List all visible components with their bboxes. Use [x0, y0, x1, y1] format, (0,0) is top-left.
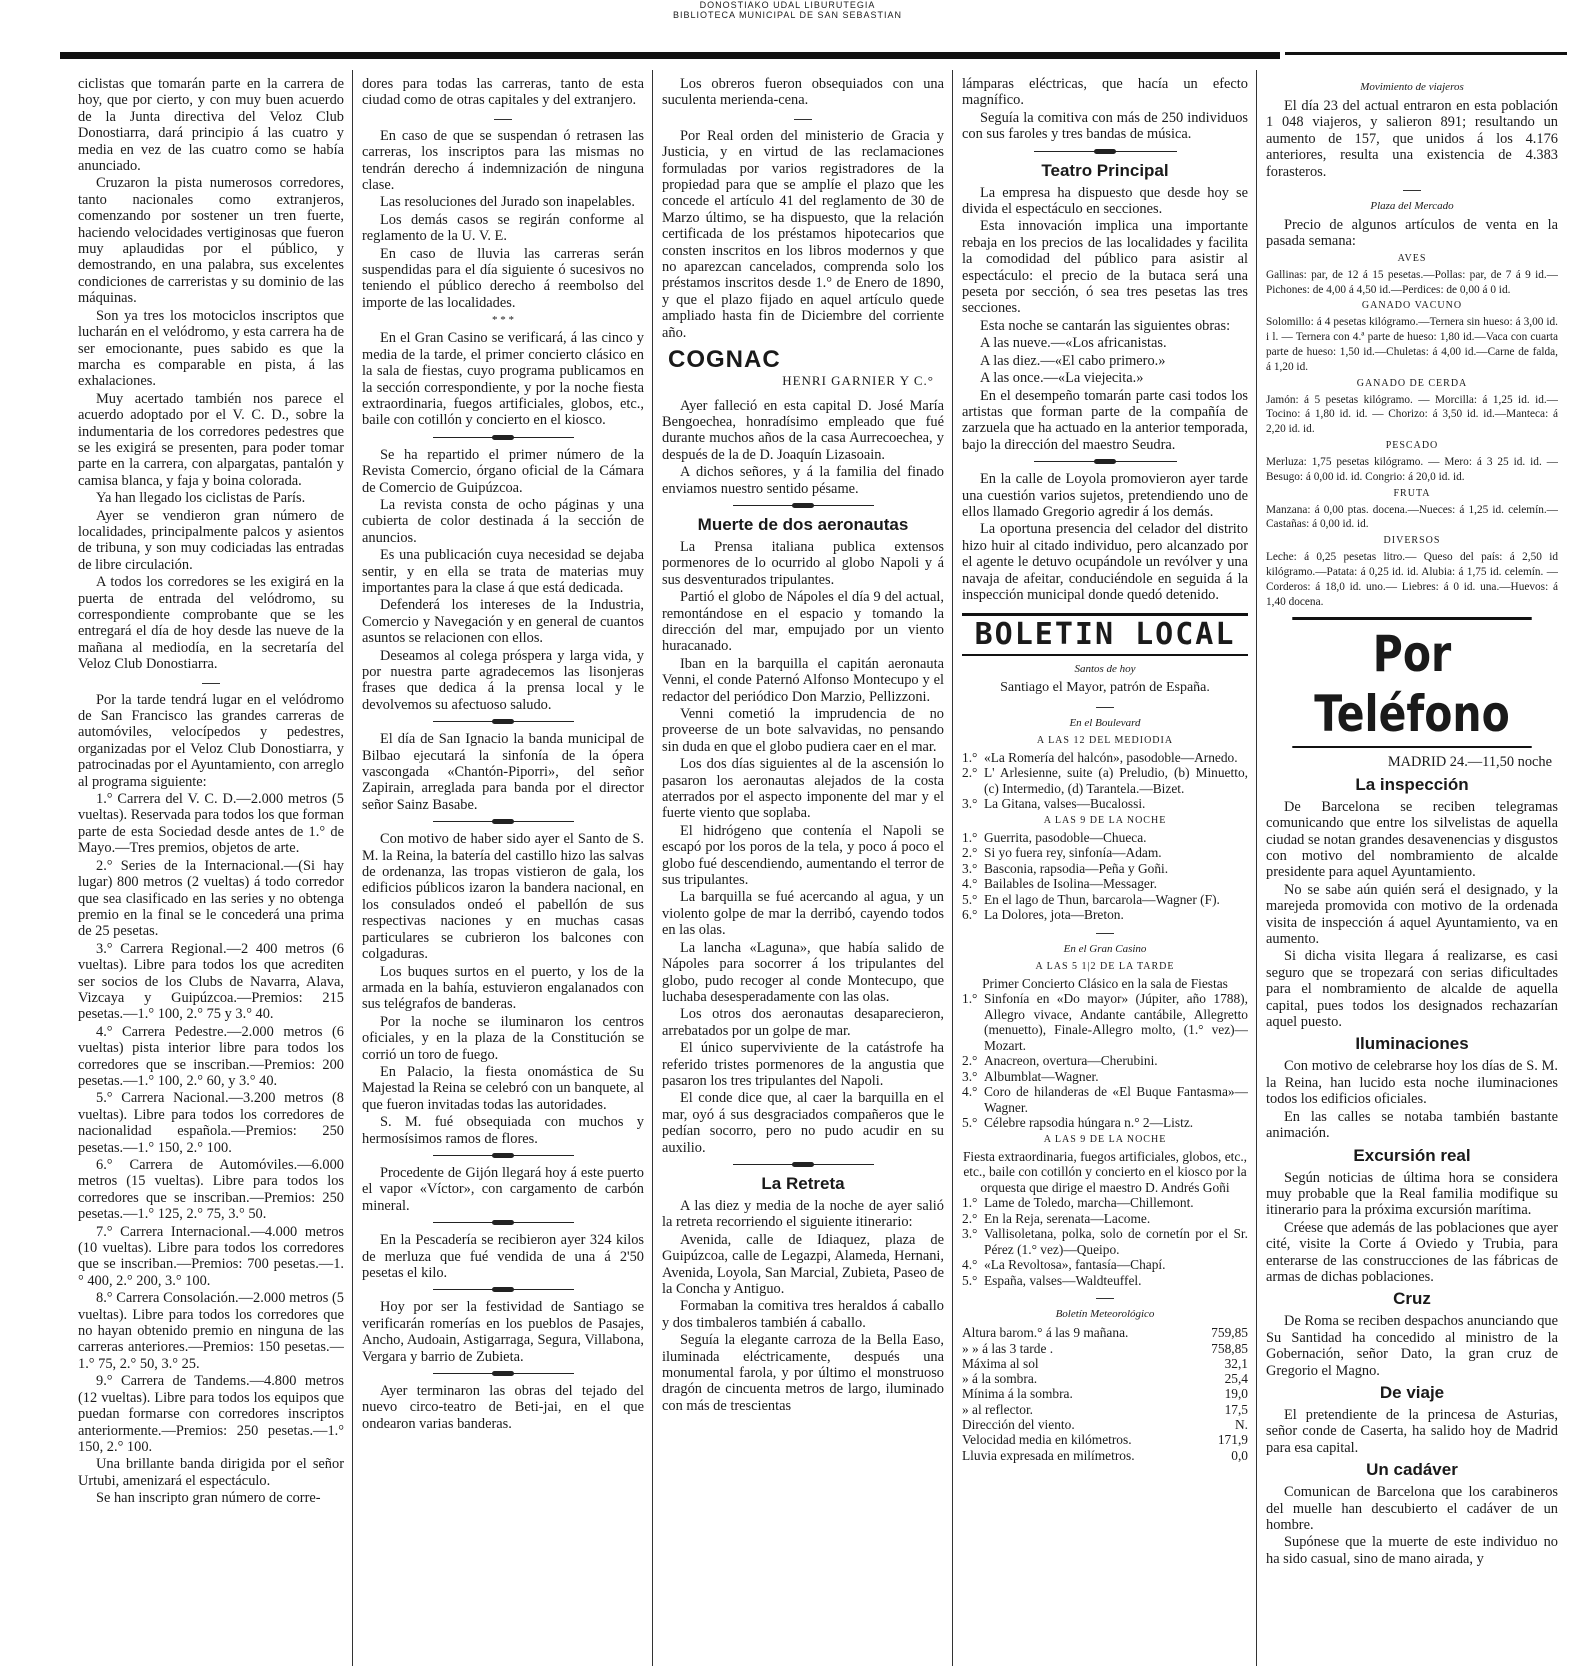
article-paragraph: La Prensa italiana publica extensos pormenores de lo ocurrido al globo Napoli y á sus desventurados tripulantes. — [662, 538, 944, 588]
program-item: 3.° La Gitana, valses—Bucalossi. — [962, 796, 1146, 812]
top-rule — [60, 52, 1280, 59]
race-item: 7.° Carrera Internacional.—4.000 metros (10 vueltas). Libre para todos los corredores que se inscriban.—Premios: 700 pesetas.—1.° 400, 2.° 200, 3.° 100. — [78, 1223, 344, 1289]
market-line: Jamón: á 5 pesetas kilógramo. — Morcilla: á 1,25 id. id.—Tocino: á 1,80 id. id. — Chorizo: á 3,50 id. id.—Manteca: á 2,20 id. id. — [1266, 393, 1558, 436]
headline-cadaver: Un cadáver — [1366, 1460, 1458, 1480]
section-subhead: Plaza del Mercado — [1370, 200, 1454, 213]
article-paragraph: Deseamos al colega próspera y larga vida, y por nuestra parte agradecemos las lisonjeras frases que dedica á la prensa local y le devolvemos su afectuoso saludo. — [362, 647, 644, 713]
program-item: 5.° Célebre rapsodia húngara n.° 2—Listz. — [962, 1115, 1194, 1131]
article-paragraph: Los demás casos se regirán conforme al reglamento de la U. V. E. — [362, 211, 644, 245]
ornament-separator — [362, 433, 644, 442]
race-item: 8.° Carrera Consolación.—2.000 metros (5 vueltas). Libre para todos los corredores que no hayan obtenido premio en ninguna de las carreras anteriores.—Premios: 150 pesetas.—1.° 75, 2.° 50, 3.° 25. — [78, 1290, 344, 1372]
article-paragraph: En la Pescadería se recibieron ayer 324 kilos de merluza que fué vendida de una á 2'50 pesetas el kilo. — [362, 1232, 644, 1281]
article-paragraph: Procedente de Gijón llegará hoy á este puerto el vapor «Víctor», con cargamento de carbón mineral. — [362, 1164, 644, 1214]
article-paragraph: A dichos señores, y á la familia del finado enviamos nuestro sentido pésame. — [662, 464, 944, 497]
column-2 — [362, 76, 644, 1666]
program-item: 3.° Albumblat—Wagner. — [962, 1068, 1099, 1084]
masthead-line-1: DONOSTIAKO UDAL LIBURUTEGIA — [699, 0, 876, 10]
race-item: 9.° Carrera de Tandems.—4.800 metros (12 vueltas). Libre para todos los equipos que puedan formarse con corredores inscriptos anteriormente.—Premios: 250 pesetas.—1.° 150, 2.° 100. — [78, 1373, 344, 1455]
market-line: Gallinas: par, de 12 á 15 pesetas.—Pollas: par, de 7 á 9 id.—Pichones: de 4,00 á 4,50 id.—Perdices: de 0,00 á 0 id. — [1266, 268, 1558, 296]
column-rule-4 — [1256, 70, 1257, 1666]
article-paragraph: Se ha repartido el primer número de la Revista Comercio, órgano oficial de la Cámara de Comercio de Guipúzcoa. — [362, 446, 644, 496]
article-paragraph: Los dos días siguientes al de la ascensión lo pasaron los aeronautas alejados de la costa aterrados por el aspecto imponente del mar y el fuerte viento que soplaba. — [662, 756, 944, 822]
section-subhead: Boletín Meteorológico — [1055, 1308, 1155, 1321]
race-item: 1.° Carrera del V. C. D.—2.000 metros (5 vueltas). Reservada para todos los que forman parte de esta Sociedad desde antes de 1.° de Mayo.—Tres premios, objetos de arte. — [78, 791, 344, 857]
article-paragraph: De Barcelona se reciben telegramas comunicando que entre los silvelistas de aquella ciudad se notan grandes desavenencias y disgustos con motivo del nombramiento de alcalde presidente para aquel Ayuntamiento. — [1266, 798, 1558, 881]
masthead — [0, 0, 1575, 24]
program-item: 3.° Basconia, rapsodia—Peña y Goñi. — [962, 860, 1169, 876]
separator-dash — [1096, 707, 1114, 708]
ornament-separator — [362, 817, 644, 826]
market-category: DIVERSOS — [1383, 535, 1441, 547]
article-paragraph: Esta innovación implica una importante rebaja en los precios de las localidades y facilita la comodidad del público para asistir al espectáculo: el precio de la butaca será una peseta por sección, ó sea tres pesetas las tres secciones. — [962, 218, 1248, 317]
article-paragraph: Ayer terminaron las obras del tejado del nuevo circo-teatro de Beti-jai, en el que ondearon varias banderas. — [362, 1383, 644, 1432]
article-paragraph: Partió el globo de Nápoles el día 9 del actual, remontándose en el espacio y tomando la dirección del mar, empujado por un viento huracanado. — [662, 589, 944, 655]
program-item: 1.° Lame de Toledo, marcha—Chillemont. — [962, 1195, 1194, 1211]
article-paragraph: El día de San Ignacio la banda municipal de Bilbao ejecutará la sinfonía de la ópera vascongada «Chantón-Piporri», del señor Zapirain, arreglada para banda por el director señor Sainz Basabe. — [362, 731, 644, 813]
article-paragraph: De Roma se reciben despachos anunciando que Su Santidad ha concedido al ministro de la Gobernación, señor Dato, la gran cruz de Gregorio el Magno. — [1266, 1313, 1558, 1379]
program-item: 1.° Sinfonía en «Do mayor» (Júpiter, año 1788), Allegro vivace, Andante cantábile, Allegretto (menuetto), Finale-Allegro molto, (1.° vez)—Mozart. — [962, 991, 1248, 1053]
concert-title: Primer Concierto Clásico en la sala de Fiestas — [982, 975, 1228, 991]
article-paragraph: Seguía la comitiva con más de 250 individuos con sus faroles y tres bandas de música. — [962, 109, 1248, 143]
article-paragraph: Créese que además de las poblaciones que ayer cité, visite la Corte á Oviedo y Trubia, para enterarse de las construcciones de las fábricas de armas de dichas poblaciones. — [1266, 1219, 1558, 1285]
article-paragraph: Hoy por ser la festividad de Santiago se verificarán romerías en los pueblos de Pasajes, Ancho, Audoain, Astigarraga, Segura, Villabona, Vergara y barrio de Zubieta. — [362, 1299, 644, 1365]
article-paragraph: Venni cometió la imprudencia de no proveerse de un bote salvavidas, no pensando sin duda en que el globo pudiera caer en el mar. — [662, 706, 944, 755]
meteo-row: Mínima á la sombra. 19,0 — [962, 1386, 1248, 1402]
market-line: Leche: á 0,25 pesetas litro.— Queso del país: á 2,50 id kilógramo.—Patata: á 0,25 id. id. Alubia: á 1,75 id. celemín. — Corderos: á 18,0 id. uno.— Liebres: á 0 id. una.—Huevos: á 1,40 docena. — [1266, 551, 1558, 608]
meteo-row: » » á las 3 tarde . 758,85 — [962, 1340, 1248, 1356]
race-item: 2.° Series de la Internacional.—(Si hay lugar) 800 metros (2 vueltas) á todo corredor que sea clasificado en las series y no obtenga premio en la final se le concederá una prima de 25 pesetas. — [78, 857, 344, 940]
cognac-ad-subtitle: HENRI GARNIER Y C.° — [782, 373, 934, 389]
column-rule-2 — [652, 70, 653, 1666]
program-item: 2.° Si yo fuera rey, sinfonía—Adam. — [962, 845, 1162, 861]
opera-line: A las once.—«La viejecita.» — [980, 370, 1144, 387]
article-paragraph: Con motivo de celebrarse hoy los días de S. M. la Reina, han lucido esta noche iluminaciones todos los edificios oficiales. — [1266, 1058, 1558, 1108]
article-paragraph: Defenderá los intereses de la Industria, Comercio y Navegación y en general de cuantos asuntos se relacionen con ellos. — [362, 597, 644, 647]
article-paragraph: lámparas eléctricas, que hacía un efecto magnífico. — [962, 76, 1248, 109]
headline-iluminaciones: Iluminaciones — [1355, 1034, 1469, 1054]
market-category: PESCADO — [1385, 440, 1439, 452]
program-item: 2.° L' Arlesienne, suite (a) Preludio, (b) Minuetto, (c) Intermedio, (d) Tarantela.—Bizet. — [962, 765, 1248, 796]
column-3 — [662, 76, 944, 1666]
headline-teatro: Teatro Principal — [1041, 160, 1169, 180]
article-paragraph: Comunican de Barcelona que los carabineros del muelle han descubierto el cadáver de un hombre. — [1266, 1484, 1558, 1534]
article-paragraph: Ayer se vendieron gran número de localidades, principalmente palcos y asientos de tribuna, y son muy codiciadas las entradas de libre circulación. — [78, 507, 344, 573]
article-paragraph: Supónese que la muerte de este individuo no ha sido casual, sino de mano airada, y — [1266, 1534, 1558, 1567]
separator-dash — [794, 119, 812, 120]
program-item: 5.° España, valses—Waldteuffel. — [962, 1272, 1142, 1288]
article-paragraph: Los buques surtos en el puerto, y los de la armada en la bahía, estuvieron engalanados con sus telégrafos de banderas. — [362, 963, 644, 1013]
meteo-row: Máxima al sol 32,1 — [962, 1355, 1248, 1371]
article-paragraph: Ya han llegado los ciclistas de París. — [96, 490, 306, 507]
article-paragraph: A las diez y media de la noche de ayer salió la retreta recorriendo el siguiente itinerario: — [662, 1197, 944, 1231]
article-paragraph: La lancha «Laguna», que había salido de Nápoles para socorrer á los tripulantes del globo, pudo recoger al conde Montecupo, que luchaba desesperadamente con las olas. — [662, 939, 944, 1005]
program-item: 2.° En la Reja, serenata—Lacome. — [962, 1210, 1151, 1226]
boletin-local-banner: BOLETIN LOCAL — [962, 613, 1248, 656]
article-paragraph: Los obreros fueron obsequiados con una suculenta merienda-cena. — [662, 76, 944, 109]
meteo-row: Dirección del viento. N. — [962, 1417, 1248, 1433]
race-item: 5.° Carrera Nacional.—3.200 metros (8 vueltas). Libre para todos los corredores de nacionalidad española.—Premios: 250 pesetas.—1.° 150, 2.° 100. — [78, 1090, 344, 1156]
ornament-separator — [962, 147, 1248, 156]
dateline: MADRID 24.—11,50 noche — [1387, 754, 1552, 771]
ornament-separator — [362, 1151, 644, 1160]
meteo-row: » al reflector. 17,5 — [962, 1401, 1248, 1417]
market-line: Manzana: á 0,00 ptas. docena.—Nueces: á 1,25 id. celemín.—Castañas: á 0,00 id. id. — [1266, 503, 1558, 531]
article-paragraph: Muy acertado también nos parece el acuerdo adoptado por el V. C. D., sobre la indumentaria de los corredores pedestres que se les exigirá se presenten, para poder tomar parte en la carrera, con alpargatas, pantalón y camisa blanca, y faja y boina colorada. — [78, 390, 344, 489]
meteo-row: Velocidad media en kilómetros. 171,9 — [962, 1432, 1248, 1448]
headline-cruz: Cruz — [1393, 1289, 1431, 1309]
market-category: FRUTA — [1393, 487, 1431, 499]
article-paragraph: Según noticias de última hora se considera muy probable que la Real familia modifique su itinerario para la próxima excursión marítima. — [1266, 1169, 1558, 1219]
ornament-separator — [962, 457, 1248, 466]
program-item: 4.° Bailables de Isolina—Messager. — [962, 876, 1157, 892]
section-subhead: Santos de hoy — [1074, 663, 1136, 676]
ornament-separator — [362, 717, 644, 726]
program-item: 1.° «La Romería del halcón», pasodoble—Arnedo. — [962, 749, 1238, 765]
article-paragraph: El pretendiente de la princesa de Asturias, señor conde de Caserta, ha salido hoy de Madrid para esa capital. — [1266, 1406, 1558, 1456]
time-subhead: A LAS 9 DE LA NOCHE — [1043, 1133, 1167, 1145]
market-category: AVES — [1397, 252, 1427, 264]
article-paragraph: Esta noche se cantarán las siguientes obras: — [980, 317, 1231, 334]
market-prices — [1266, 252, 1558, 610]
article-paragraph: Los otros dos aeronautas desaparecieron, arrebatados por un golpe de mar. — [662, 1006, 944, 1039]
article-paragraph: En caso de que se suspendan ó retrasen las carreras, los inscriptos para las mismas no tendrán derecho á indemnización de ninguna clase. — [362, 127, 644, 194]
article-paragraph: S. M. fué obsequiada con muchos y hermosísimos ramos de flores. — [362, 1114, 644, 1147]
article-paragraph: dores para todas las carreras, tanto de esta ciudad como de otras capitales y del extranjero. — [362, 76, 644, 109]
article-paragraph: En las calles se notaba también bastante animación. — [1266, 1108, 1558, 1142]
article-paragraph: Son ya tres los motociclos inscriptos que lucharán en el velódromo, y esta carrera ha de ser emocionante, pues sabido es que la marcha es comparable en pista, á las exhalaciones. — [78, 307, 344, 390]
ornament-separator — [662, 1160, 944, 1169]
column-rule-3 — [952, 70, 953, 1666]
separator-dash — [1096, 933, 1114, 934]
article-paragraph: Iban en la barquilla el capitán aeronauta Venni, el conde Paternó Alfonso Montecupo y el redactor del periódico Don Marzio, Pellizzoni. — [662, 655, 944, 705]
article-paragraph: En la calle de Loyola promovieron ayer tarde una cuestión varios sujetos, pretendiendo uno de ellos llamado Gregorio agredir á los demás. — [962, 471, 1248, 520]
article-paragraph: Es una publicación cuya necesidad se dejaba sentir, y en ella se trata de materias muy importantes para la clase á que está dedicada. — [362, 547, 644, 596]
article-paragraph: ciclistas que tomarán parte en la carrera de hoy, que por cierto, y con muy buen acuerdo de la Junta directiva del Veloz Club Donostiarra, dará principio á las cuatro y media en vez de las cuatro como se había anunciado. — [78, 76, 344, 175]
article-paragraph: Seguía la elegante carroza de la Bella Easo, iluminada eléctricamente, después una monumental farola, y por último el monstruoso dragón de cincuenta metros de largo, iluminado con más de trescientas — [662, 1332, 944, 1414]
separator-dash — [1096, 1298, 1114, 1299]
separator-dash — [494, 119, 512, 120]
article-paragraph: Por la noche se iluminaron los centros oficiales, y en la plaza de la Constitución se corrió un toro de fuego. — [362, 1013, 644, 1063]
masthead-line-2: BIBLIOTECA MUNICIPAL DE SAN SEBASTIAN — [672, 10, 903, 20]
saints-line: Santiago el Mayor, patrón de España. — [1000, 680, 1210, 696]
program-item: 5.° En el lago de Thun, barcarola—Wagner (F). — [962, 891, 1220, 907]
headline-excursion: Excursión real — [1353, 1145, 1471, 1165]
program-item: 3.° Vallisoletana, polka, solo de cornetín por el Sr. Pérez (1.° vez)—Queipo. — [962, 1226, 1248, 1257]
article-paragraph: La barquilla se fué acercando al agua, y un violento golpe de mar la derribó, cayendo todos en las olas. — [662, 889, 944, 939]
time-subhead: A LAS 9 DE LA NOCHE — [1043, 814, 1167, 826]
ornament-separator — [362, 1285, 644, 1294]
article-paragraph: Si dicha visita llegara á realizarse, es casi seguro que se tropezará con serias dificultades para el nombramiento de alcalde de aquella capital, pues todos los designados rechazarían aquel puesto. — [1266, 948, 1558, 1031]
article-paragraph: Se han inscripto gran número de corre- — [96, 1490, 321, 1507]
article-paragraph: En el desempeño tomarán parte casi todos los artistas que forman parte de la compañía de zarzuela que ha actuado en la anterior temporada, bajo la dirección del maestro Seudra. — [962, 387, 1248, 453]
article-paragraph: A todos los corredores se les exigirá en la puerta de entrada del velódromo, su correspondiente comprobante que se les entregará el día de hoy desde las nueve de la mañana al mediodía, en la secretaría del Veloz Club Donostiarra. — [78, 574, 344, 673]
market-category: GANADO VACUNO — [1361, 300, 1463, 312]
article-paragraph: Por la tarde tendrá lugar en el velódromo de San Francisco las grandes carreras de automóviles, velocípedos y pedestres, organizadas por el Veloz Club Donostiarra, y patrocinadas por el Ayuntamiento, con arreglo al programa siguiente: — [78, 691, 344, 790]
top-rule-right — [1285, 52, 1567, 55]
article-paragraph: El conde dice que, al caer la barquilla en el mar, oyó á sus desgraciados compañeros que le pedían socorro, pero no pudo acudir en su auxilio. — [662, 1090, 944, 1156]
separator-dash — [1403, 190, 1421, 191]
article-paragraph: Por Real orden del ministerio de Gracia y Justicia, y en virtud de las reclamaciones formuladas por varios registradores de la propiedad para que se amplíe el plazo que les concede el artículo 41 del reglamento de 30 de Marzo último, se ha dispuesto, que la relación certificada de los préstamos hipotecarios que consten inscritos en los libros modernos y que no aparezcan cancelados, comprenda solo los préstamos inscritos desde 1.° de Enero de 1890, y que el plazo fijado en aquel artículo quede ampliado hasta fin de Diciembre del corriente año. — [662, 127, 944, 341]
time-subhead: A LAS 12 DEL MEDIODIA — [1036, 734, 1174, 746]
cognac-ad-title: COGNAC — [668, 346, 781, 374]
headline-viaje: De viaje — [1379, 1382, 1445, 1402]
column-4 — [962, 76, 1248, 1666]
article-paragraph: Ayer falleció en esta capital D. José María Bengoechea, honradísimo empleado que fué durante muchos años de la casa Aurrecoechea, y después de la de D. Joaquín Lizasoain. — [662, 397, 944, 463]
article-paragraph: En caso de lluvia las carreras serán suspendidas para el día siguiente ó sucesivos no teniendo el público derecho á reembolso del importe de las localidades. — [362, 245, 644, 311]
ornament-separator — [362, 1218, 644, 1227]
headline-muerte: Muerte de dos aeronautas — [697, 514, 909, 534]
race-item: 6.° Carrera de Automóviles.—6.000 metros (15 vueltas). Libre para todos los corredores que se inscriban.—Premios: 250 pesetas.—1.° 125, 2.° 75, 3.° 50. — [78, 1157, 344, 1223]
meteo-row: Altura barom.° á las 9 mañana. 759,85 — [962, 1325, 1248, 1341]
market-category: GANADO DE CERDA — [1356, 377, 1468, 389]
separator-dash — [202, 683, 220, 684]
opera-line: A las nueve.—«Los africanistas. — [980, 335, 1167, 352]
race-item: 4.° Carrera Pedestre.—2.000 metros (6 vueltas) pista interior libre para todos los corredores que se inscriban.—Premios: 200 pesetas.—1.° 100, 2.° 60, y 3.° 40. — [78, 1023, 344, 1089]
fiesta-desc: Fiesta extraordinaria, fuegos artificiales, globos, etc., etc., baile con cotillón y concierto en el kiosco por la orquesta que dirige el maestro D. Andrés Goñi — [962, 1148, 1248, 1195]
ornament-separator — [362, 1369, 644, 1378]
article-paragraph: Cruzaron la pista numerosos corredores, tanto nacionales como extranjeros, comenzando por sostener un tren fuerte, haciendo velocidades vertiginosas que fueron muy aplaudidas por el público, y demostrando, en una palabra, sus excelentes condiciones de carreristas y su dominio de las máquinas. — [78, 175, 344, 307]
column-1 — [78, 76, 344, 1666]
program-item: 4.° Coro de hilanderas de «El Buque Fantasma»—Wagner. — [962, 1084, 1248, 1115]
section-subhead: En el Gran Casino — [1063, 942, 1147, 955]
article-paragraph: El único superviviente de la catástrofe ha referido tristes pormenores de la angustia que pasaron los tres tripulantes del Napoli. — [662, 1040, 944, 1089]
section-subhead: En el Boulevard — [1069, 716, 1141, 729]
article-paragraph: Avenida, calle de Idiaquez, plaza de Guipúzcoa, calle de Legazpi, Alameda, Hernani, Avenida, Loyola, San Marcial, Zubieta, Paseo de la Concha y Antiguo. — [662, 1231, 944, 1297]
market-line: Merluza: 1,75 pesetas kilógramo. — Mero: á 3 25 id. id. — Besugo: á 0,00 id. id. Congrio: á 20,0 id. id. — [1266, 456, 1558, 483]
ornament-separator — [662, 501, 944, 510]
article-paragraph: Precio de algunos artículos de venta en la pasada semana: — [1266, 217, 1558, 250]
section-subhead: Movimiento de viajeros — [1360, 81, 1464, 93]
headline-retreta: La Retreta — [761, 1173, 845, 1193]
column-5 — [1266, 76, 1558, 1666]
por-telefono-banner: Por Teléfono — [1292, 617, 1531, 748]
meteo-row: » á la sombra. 25,4 — [962, 1371, 1248, 1387]
article-paragraph: Las resoluciones del Jurado son inapelables. — [380, 194, 635, 211]
headline-inspeccion: La inspección — [1355, 774, 1469, 794]
article-paragraph: No se sabe aún quién será el designado, y la marejeda promovida con motivo de la ordenada visita de inspección á aquel Ayuntamiento, va en aumento. — [1266, 881, 1558, 948]
opera-line: A las diez.—«El cabo primero.» — [980, 352, 1166, 369]
article-paragraph: Formaban la comitiva tres heraldos á caballo y dos timbaleros también á caballo. — [662, 1298, 944, 1331]
market-line: Solomillo: á 4 pesetas kilógramo.—Ternera sin hueso: á 3,00 id. i l. — Ternera con 4.ª parte de hueso: 1,80 id.—Vaca con cuarta parte de hueso: 1,50 id.—Chuletas: á 4,00 id.—Carne de falda, á 1,20 id. — [1266, 316, 1558, 373]
asterism: * * * — [492, 314, 514, 327]
time-subhead: A LAS 5 1|2 DE LA TARDE — [1035, 960, 1175, 972]
program-item: 4.° «La Revoltosa», fantasía—Chapí. — [962, 1257, 1166, 1273]
article-paragraph: El hidrógeno que contenía el Napoli se escapó por los poros de la tela, y poco á poco el globo fué descendiendo, aumentando el terror de sus tripulantes. — [662, 822, 944, 889]
article-paragraph: El día 23 del actual entraron en esta población 1 048 viajeros, y salieron 891; resultando un aumento de 157, que unidos á los 4.176 anteriores, resulta una existencia de 4.383 forasteros. — [1266, 98, 1558, 180]
article-paragraph: La revista consta de ocho páginas y una cubierta de color destinada á la sección de anuncios. — [362, 496, 644, 546]
article-paragraph: La empresa ha dispuesto que desde hoy se divida el espectáculo en secciones. — [962, 184, 1248, 218]
article-paragraph: La oportuna presencia del celador del distrito hizo huir al citado individuo, pero alcanzado por el agente le detuvo ocupándole un revólver y una navaja de afeitar, conduciéndole en seguida á la inspección municipal donde quedó detenido. — [962, 521, 1248, 603]
program-item: 1.° Guerrita, pasodoble—Chueca. — [962, 829, 1147, 845]
article-paragraph: En Palacio, la fiesta onomástica de Su Majestad la Reina se celebró con un banquete, al que fueron invitadas todas las autoridades. — [362, 1063, 644, 1113]
meteo-row: Lluvia expresada en milímetros. 0,0 — [962, 1447, 1248, 1463]
race-item: 3.° Carrera Regional.—2 400 metros (6 vueltas). Libre para todos los que acrediten ser socios de los Clubs de Navarra, Alava, Vizcaya y Guipúzcoa.—Premios: 215 pesetas.—1.° 100, 2.° 75 y 3.° 40. — [78, 940, 344, 1023]
program-item: 2.° Anacreon, overtura—Cherubini. — [962, 1053, 1158, 1069]
column-rule-1 — [352, 70, 353, 1666]
article-paragraph: Con motivo de haber sido ayer el Santo de S. M. la Reina, la batería del castillo hizo las salvas de ordenanza, las tropas vistieron de gala, los edificios públicos izaron la bandera nacional, en los consulados ondeó el pabellón de sus respectivas naciones y en muchas casas particulares se cubrieron los balcones con colgaduras. — [362, 831, 644, 963]
program-item: 6.° La Dolores, jota—Breton. — [962, 907, 1124, 923]
article-paragraph: Una brillante banda dirigida por el señor Urtubi, amenizará el espectáculo. — [78, 1456, 344, 1489]
article-paragraph: En el Gran Casino se verificará, á las cinco y media de la tarde, el primer concierto clásico en la sala de fiestas, cuyo programa publicamos en la sección correspondiente, y por la noche fiesta extraordinaria, fuegos artificiales, globos, etc., baile con cotillón y concierto en el kiosco. — [362, 330, 644, 429]
